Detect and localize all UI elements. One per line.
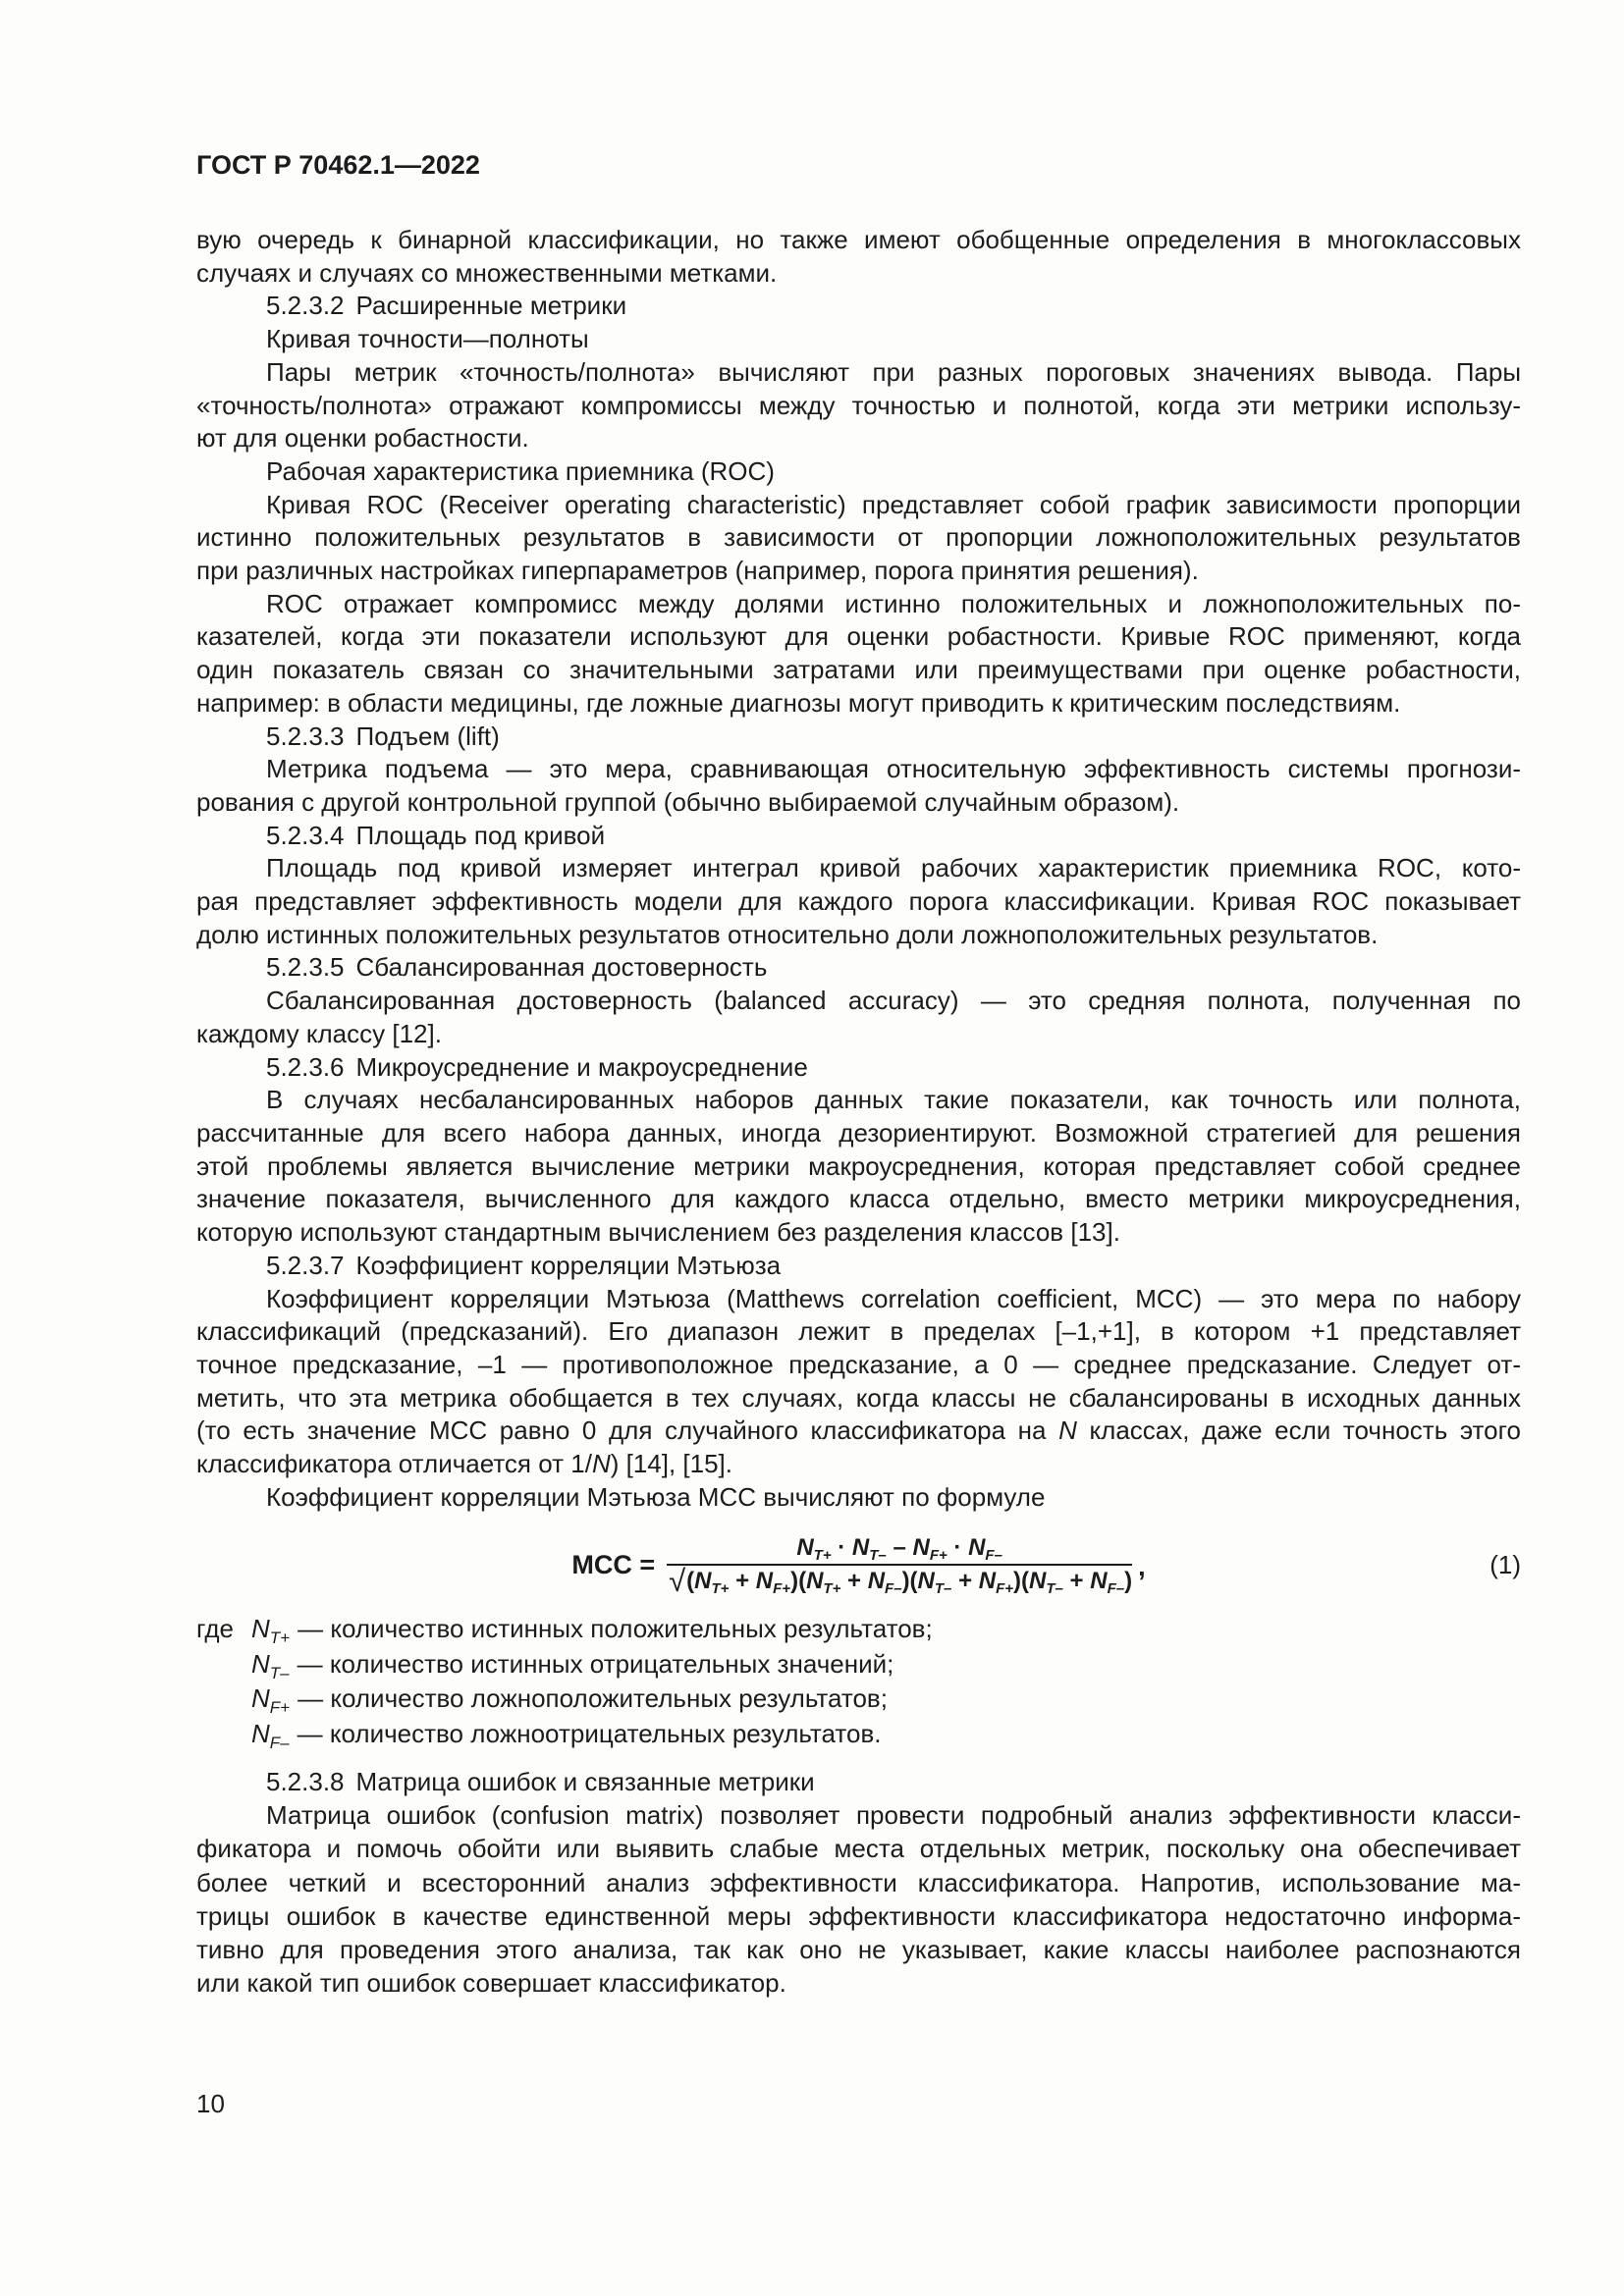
formula-block bbox=[196, 1517, 1521, 1613]
definition-text: — количество ложноположительных результатов; bbox=[298, 1683, 888, 1714]
paragraph bbox=[196, 1283, 1521, 1481]
text-line: классификаций (предсказаний). Его диапазон лежит в пределах [–1,+1], в котором +1 представляет bbox=[196, 1316, 1521, 1347]
variable bbox=[912, 1533, 947, 1564]
section-heading bbox=[196, 820, 1521, 853]
variable-subscript: T+ bbox=[823, 1579, 841, 1597]
equation-number: (1) bbox=[1489, 1550, 1521, 1579]
paragraph bbox=[196, 753, 1521, 819]
paragraph bbox=[196, 489, 1521, 588]
section-number: 5.2.3.5 bbox=[266, 952, 345, 983]
variable-letter: N bbox=[251, 1683, 270, 1714]
text-line: или какой тип ошибок совершает классификатор. bbox=[196, 1968, 786, 1999]
operator: + bbox=[840, 1567, 868, 1594]
paragraph bbox=[196, 852, 1521, 951]
variable-subscript: T– bbox=[934, 1579, 952, 1597]
variable-subscript: F+ bbox=[929, 1546, 947, 1564]
operator: ) bbox=[1124, 1567, 1133, 1594]
variable bbox=[251, 1683, 291, 1718]
formula-denominator bbox=[667, 1563, 1133, 1598]
variable-letter: N bbox=[917, 1567, 935, 1594]
variable-letter: N bbox=[796, 1533, 814, 1561]
text-line: трицы ошибок в качестве единственной меры эффективности классификатора недостаточно информа- bbox=[196, 1900, 1521, 1931]
variable-letter: N bbox=[851, 1533, 870, 1561]
paragraph bbox=[196, 224, 1521, 290]
definition-text: — количество ложноотрицательных результатов. bbox=[297, 1718, 882, 1748]
formula-numerator bbox=[667, 1533, 1132, 1566]
variable bbox=[755, 1567, 791, 1597]
operator: + bbox=[951, 1567, 979, 1594]
variable bbox=[851, 1533, 887, 1564]
body-text-top bbox=[196, 224, 1521, 1514]
text-line: ROC отражает компромисс между долями истинно положительных и ложноположительных по- bbox=[266, 588, 1521, 618]
text-line: Кривая точности—полноты bbox=[266, 324, 589, 354]
formula-lhs: MCC = bbox=[571, 1549, 656, 1579]
section-number: 5.2.3.7 bbox=[266, 1250, 345, 1280]
operator: · bbox=[831, 1533, 852, 1561]
text-line: «точность/полнота» отражают компромиссы между точностью и полнотой, когда эти метрики использу- bbox=[196, 390, 1521, 420]
where-label: где bbox=[196, 1614, 234, 1643]
variable-subscript: F+ bbox=[773, 1579, 791, 1597]
formula-fraction bbox=[667, 1533, 1132, 1597]
variable-letter: N bbox=[978, 1567, 997, 1594]
variable-definitions bbox=[196, 1612, 1521, 1751]
text-line: Рабочая характеристика приемника (ROC) bbox=[266, 455, 775, 486]
text-line bbox=[196, 1448, 1521, 1481]
variable-subscript: F– bbox=[1107, 1579, 1125, 1597]
page-number: 10 bbox=[196, 2089, 225, 2118]
variable-letter: N bbox=[251, 1718, 270, 1748]
variable bbox=[251, 1718, 290, 1752]
text-line: метить, что эта метрика обобщается в тех случаях, когда классы не сбалансированы в исходных данных bbox=[196, 1382, 1521, 1413]
text-line: например: в области медицины, где ложные диагнозы могут приводить к критическим последствиям. bbox=[196, 687, 1401, 718]
text-line: значение показателя, вычисленного для каждого класса отдельно, вместо метрики микроусреднения, bbox=[196, 1184, 1521, 1214]
text-line: вую очередь к бинарной классификации, но также имеют обобщенные определения в многоклассовых bbox=[196, 225, 1521, 254]
text-line: точное предсказание, –1 — противоположное предсказание, а 0 — среднее предсказание. Следует от- bbox=[196, 1349, 1521, 1379]
text-line bbox=[196, 1415, 1521, 1448]
text-line: более четкий и всесторонний анализ эффективности классификатора. Напротив, использование ма- bbox=[196, 1867, 1521, 1897]
variable bbox=[867, 1567, 902, 1597]
text-line: Метрика подъема — это мера, сравнивающая относительную эффективность системы прогнози- bbox=[266, 754, 1521, 784]
body-text-bottom bbox=[196, 1765, 1521, 2000]
definition-row bbox=[196, 1612, 1521, 1647]
section-title: Расширенные метрики bbox=[355, 291, 627, 321]
definition-row bbox=[196, 1647, 1521, 1682]
document-header: ГОСТ Р 70462.1—2022 bbox=[196, 150, 480, 180]
text-run: (то есть значение MCC равно 0 для случайного классификатора на bbox=[196, 1415, 1059, 1446]
variable-letter: N bbox=[968, 1533, 986, 1561]
variable-letter: N bbox=[1090, 1567, 1108, 1594]
section-number: 5.2.3.8 bbox=[266, 1767, 345, 1796]
variable-subscript: T+ bbox=[269, 1629, 291, 1647]
text-line: при различных настройках гиперпараметров (например, порога принятия решения). bbox=[196, 556, 1199, 586]
paragraph bbox=[196, 1084, 1521, 1250]
variable-letter: N bbox=[251, 1648, 270, 1679]
paragraph bbox=[196, 356, 1521, 455]
variable-letter: N bbox=[251, 1614, 270, 1643]
variable-letter: N bbox=[867, 1567, 886, 1594]
section-title: Сбалансированная достоверность bbox=[355, 952, 768, 983]
variable bbox=[694, 1567, 730, 1597]
text-line: фикатора и помочь обойти или выявить слабые места отдельных метрик, поскольку она обеспечивает bbox=[196, 1834, 1521, 1864]
section-number: 5.2.3.2 bbox=[266, 291, 345, 321]
paragraph bbox=[196, 1481, 1521, 1515]
text-run: ) [14], [15]. bbox=[610, 1449, 733, 1479]
variable bbox=[968, 1533, 1002, 1564]
variable-subscript: T– bbox=[1046, 1579, 1063, 1597]
definition-text: — количество истинных положительных результатов; bbox=[298, 1614, 933, 1643]
variable bbox=[1029, 1567, 1063, 1597]
text-line: тивно для проведения этого анализа, так как оно не указывает, какие классы наиболее распознаются bbox=[196, 1935, 1521, 1965]
section-number: 5.2.3.3 bbox=[266, 721, 345, 751]
operator: – bbox=[886, 1533, 913, 1561]
section-heading bbox=[196, 290, 1521, 323]
variable-subscript: F– bbox=[885, 1579, 902, 1597]
section-title: Матрица ошибок и связанные метрики bbox=[355, 1767, 815, 1796]
variable bbox=[1090, 1567, 1125, 1597]
text-line: долю истинных положительных результатов относительно доли ложноположительных результатов. bbox=[196, 919, 1379, 949]
variable-subscript: T– bbox=[869, 1546, 887, 1564]
section-heading bbox=[196, 1051, 1521, 1085]
text-line: ют для оценки робастности. bbox=[196, 423, 529, 454]
section-title: Коэффициент корреляции Мэтьюза bbox=[355, 1250, 782, 1280]
variable bbox=[796, 1533, 832, 1564]
text-line: Площадь под кривой измеряет интеграл кривой рабочих характеристик приемника ROC, кото- bbox=[266, 853, 1521, 883]
radical-sign: √ bbox=[669, 1563, 686, 1598]
variable bbox=[251, 1648, 290, 1682]
variable-subscript: F+ bbox=[269, 1698, 291, 1718]
definition-row bbox=[196, 1682, 1521, 1717]
text-line: каждому классу [12]. bbox=[196, 1018, 442, 1048]
variable-subscript: T– bbox=[269, 1663, 290, 1682]
operator: + bbox=[1062, 1567, 1091, 1594]
formula-radicand bbox=[686, 1566, 1132, 1597]
text-line: Пары метрик «точность/полнота» вычисляют при разных пороговых значениях вывода. Пары bbox=[266, 356, 1521, 387]
text-run: классификатора отличается от 1/ bbox=[196, 1449, 592, 1479]
paragraph bbox=[196, 985, 1521, 1050]
section-number: 5.2.3.4 bbox=[266, 820, 345, 850]
variable-subscript: F+ bbox=[996, 1579, 1014, 1597]
section-number: 5.2.3.6 bbox=[266, 1051, 345, 1082]
variable bbox=[806, 1567, 841, 1597]
section-heading bbox=[196, 1765, 1521, 1798]
operator: · bbox=[947, 1533, 969, 1561]
variable-subscript: F– bbox=[985, 1546, 1002, 1564]
variable-letter: N bbox=[694, 1567, 712, 1594]
italic-variable: N bbox=[591, 1449, 611, 1479]
variable-letter: N bbox=[912, 1533, 930, 1561]
text-line: рая представляет эффективность модели для каждого порога классификации. Кривая ROC показывает bbox=[196, 886, 1521, 917]
text-line: Коэффициент корреляции Мэтьюза MCC вычисляют по формуле bbox=[266, 1481, 1046, 1512]
paragraph bbox=[196, 455, 1521, 489]
operator: ( bbox=[686, 1567, 695, 1594]
text-line: этой проблемы является вычисление метрики макроусреднения, которая представляет собой среднее bbox=[196, 1150, 1521, 1181]
variable-letter: N bbox=[755, 1567, 774, 1594]
text-line: случаях и случаях со множественными метками. bbox=[196, 257, 778, 288]
section-heading bbox=[196, 721, 1521, 754]
operator: + bbox=[729, 1567, 756, 1594]
variable-letter: N bbox=[1029, 1567, 1047, 1594]
text-line: рассчитанные для всего набора данных, иногда дезориентируют. Возможной стратегией для решения bbox=[196, 1117, 1521, 1148]
variable-letter: N bbox=[806, 1567, 824, 1594]
text-line: Коэффициент корреляции Мэтьюза (Matthews correlation coefficient, MCC) — это мера по набору bbox=[266, 1283, 1521, 1313]
text-line: которую используют стандартным вычислением без разделения классов [13]. bbox=[196, 1217, 1120, 1248]
text-line: Кривая ROC (Receiver operating characteristic) представляет собой график зависимости пропорции bbox=[266, 489, 1521, 519]
text-line: Матрица ошибок (confusion matrix) позволяет провести подробный анализ эффективности класси- bbox=[266, 1800, 1521, 1831]
definition-row bbox=[196, 1717, 1521, 1752]
operator: )( bbox=[901, 1567, 918, 1594]
variable-subscript: T+ bbox=[813, 1546, 832, 1564]
text-line: рования с другой контрольной группой (обычно выбираемой случайным образом). bbox=[196, 786, 1180, 817]
mcc-formula bbox=[571, 1533, 1145, 1597]
variable-subscript: T+ bbox=[711, 1579, 730, 1597]
text-line: казателей, когда эти показатели используют для оценки робастности. Кривые ROC применяют, когда bbox=[196, 621, 1521, 652]
paragraph bbox=[196, 588, 1521, 721]
variable bbox=[251, 1614, 291, 1647]
text-line: В случаях несбалансированных наборов данных такие показатели, как точность или полнота, bbox=[266, 1085, 1521, 1115]
variable bbox=[917, 1567, 952, 1597]
text-line: Сбалансированная достоверность (balanced accuracy) — это средняя полнота, полученная по bbox=[266, 986, 1521, 1016]
variable bbox=[978, 1567, 1014, 1597]
text-line: один показатель связан со значительными затратами или преимуществами при оценке робастности, bbox=[196, 655, 1521, 685]
section-title: Площадь под кривой bbox=[355, 820, 606, 850]
paragraph bbox=[196, 323, 1521, 356]
paragraph bbox=[196, 1798, 1521, 2000]
section-heading bbox=[196, 951, 1521, 985]
text-line: истинно положительных результатов в зависимости от пропорции ложноположительных результатов bbox=[196, 522, 1521, 553]
italic-variable: N bbox=[1058, 1415, 1077, 1446]
operator: )( bbox=[1013, 1567, 1030, 1594]
operator: )( bbox=[790, 1567, 807, 1594]
section-title: Микроусреднение и макроусреднение bbox=[355, 1051, 808, 1082]
definition-text: — количество истинных отрицательных значений; bbox=[297, 1648, 894, 1679]
section-title: Подъем (lift) bbox=[355, 721, 500, 751]
formula-comma: , bbox=[1138, 1551, 1146, 1581]
variable-subscript: F– bbox=[269, 1733, 290, 1752]
text-run: классах, даже если точность этого bbox=[1076, 1415, 1521, 1446]
section-heading bbox=[196, 1250, 1521, 1283]
